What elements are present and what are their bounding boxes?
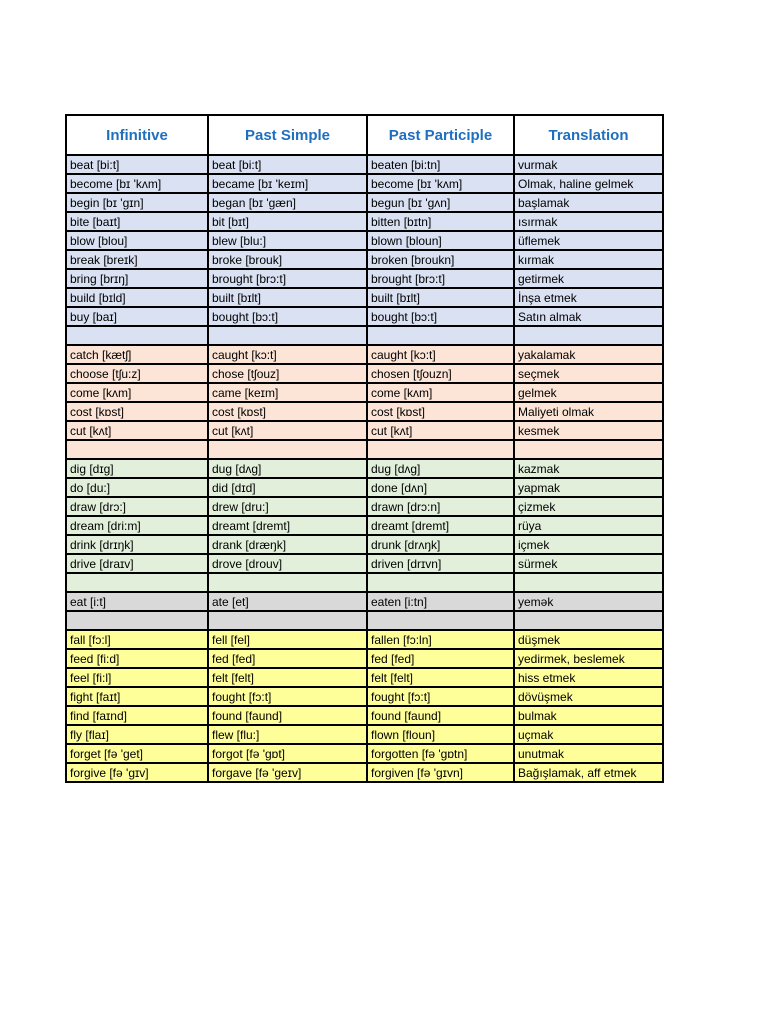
past-participle-cell	[367, 611, 514, 630]
past-participle-cell: fallen [fɔ:ln]	[367, 630, 514, 649]
translation-cell: yemək	[514, 592, 663, 611]
translation-cell: kırmak	[514, 250, 663, 269]
translation-cell: çizmek	[514, 497, 663, 516]
past-simple-cell: blew [blu:]	[208, 231, 367, 250]
infinitive-cell	[66, 440, 208, 459]
table-row	[66, 174, 663, 193]
translation-cell	[514, 440, 663, 459]
past-participle-cell: forgotten [fə 'gɒtn]	[367, 744, 514, 763]
infinitive-cell: cost [kɒst]	[66, 402, 208, 421]
translation-cell	[514, 326, 663, 345]
translation-cell: gelmek	[514, 383, 663, 402]
table-body	[66, 155, 663, 782]
translation-cell: sürmek	[514, 554, 663, 573]
translation-cell: üflemek	[514, 231, 663, 250]
past-simple-cell: bought [bɔ:t]	[208, 307, 367, 326]
past-participle-cell	[367, 573, 514, 592]
infinitive-cell: cut [kʌt]	[66, 421, 208, 440]
table-row	[66, 459, 663, 478]
past-participle-cell: done [dʌn]	[367, 478, 514, 497]
infinitive-cell: fall [fɔ:l]	[66, 630, 208, 649]
translation-cell: bulmak	[514, 706, 663, 725]
infinitive-cell: do [du:]	[66, 478, 208, 497]
past-simple-cell: forgave [fə 'geɪv]	[208, 763, 367, 782]
infinitive-cell: become [bɪ 'kʌm]	[66, 174, 208, 193]
translation-cell: vurmak	[514, 155, 663, 174]
infinitive-cell: feed [fi:d]	[66, 649, 208, 668]
table-row	[66, 345, 663, 364]
infinitive-cell: dream [dri:m]	[66, 516, 208, 535]
table-row	[66, 231, 663, 250]
infinitive-cell: come [kʌm]	[66, 383, 208, 402]
table-row	[66, 630, 663, 649]
past-participle-cell: found [faund]	[367, 706, 514, 725]
past-participle-cell: built [bɪlt]	[367, 288, 514, 307]
translation-cell: kesmek	[514, 421, 663, 440]
infinitive-cell: forgive [fə 'gɪv]	[66, 763, 208, 782]
header-past-simple: Past Simple	[208, 115, 367, 155]
table-row	[66, 193, 663, 212]
spacer-row	[66, 440, 663, 459]
spacer-row	[66, 573, 663, 592]
irregular-verbs-table	[65, 114, 664, 783]
past-simple-cell: became [bɪ 'keɪm]	[208, 174, 367, 193]
table-row	[66, 725, 663, 744]
translation-cell: unutmak	[514, 744, 663, 763]
table-header	[66, 115, 663, 155]
past-simple-cell: did [dɪd]	[208, 478, 367, 497]
translation-cell: rüya	[514, 516, 663, 535]
past-simple-cell: forgot [fə 'gɒt]	[208, 744, 367, 763]
past-participle-cell: drunk [drʌŋk]	[367, 535, 514, 554]
table-row	[66, 592, 663, 611]
translation-cell: yakalamak	[514, 345, 663, 364]
table-row	[66, 687, 663, 706]
translation-cell: hiss etmek	[514, 668, 663, 687]
infinitive-cell: eat [i:t]	[66, 592, 208, 611]
past-participle-cell: fed [fed]	[367, 649, 514, 668]
past-simple-cell: cost [kɒst]	[208, 402, 367, 421]
infinitive-cell: blow [blou]	[66, 231, 208, 250]
translation-cell	[514, 611, 663, 630]
table-row	[66, 250, 663, 269]
infinitive-cell	[66, 611, 208, 630]
translation-cell: Satın almak	[514, 307, 663, 326]
translation-cell: uçmak	[514, 725, 663, 744]
translation-cell: Olmak, haline gelmek	[514, 174, 663, 193]
past-simple-cell: beat [bi:t]	[208, 155, 367, 174]
past-participle-cell: chosen [tʃouzn]	[367, 364, 514, 383]
past-simple-cell: fought [fɔ:t]	[208, 687, 367, 706]
translation-cell: getirmek	[514, 269, 663, 288]
table-row	[66, 307, 663, 326]
infinitive-cell: build [bɪld]	[66, 288, 208, 307]
infinitive-cell: buy [baɪ]	[66, 307, 208, 326]
past-simple-cell: broke [brouk]	[208, 250, 367, 269]
spacer-row	[66, 326, 663, 345]
translation-cell: ısırmak	[514, 212, 663, 231]
translation-cell: seçmek	[514, 364, 663, 383]
past-participle-cell: driven [drɪvn]	[367, 554, 514, 573]
past-simple-cell	[208, 573, 367, 592]
past-simple-cell: began [bɪ 'gæn]	[208, 193, 367, 212]
translation-cell	[514, 573, 663, 592]
header-translation: Translation	[514, 115, 663, 155]
infinitive-cell: find [faɪnd]	[66, 706, 208, 725]
table-row	[66, 554, 663, 573]
past-participle-cell: cut [kʌt]	[367, 421, 514, 440]
spacer-row	[66, 611, 663, 630]
past-participle-cell: bitten [bɪtn]	[367, 212, 514, 231]
infinitive-cell: beat [bi:t]	[66, 155, 208, 174]
translation-cell: kazmak	[514, 459, 663, 478]
table-row	[66, 497, 663, 516]
infinitive-cell: drink [drɪŋk]	[66, 535, 208, 554]
table-row	[66, 744, 663, 763]
past-participle-cell: brought [brɔ:t]	[367, 269, 514, 288]
table-row	[66, 155, 663, 174]
past-participle-cell: dug [dʌg]	[367, 459, 514, 478]
infinitive-cell: forget [fə 'get]	[66, 744, 208, 763]
infinitive-cell: fight [faɪt]	[66, 687, 208, 706]
translation-cell: yapmak	[514, 478, 663, 497]
table-row	[66, 535, 663, 554]
past-participle-cell: beaten [bi:tn]	[367, 155, 514, 174]
past-simple-cell: drove [drouv]	[208, 554, 367, 573]
past-simple-cell: built [bɪlt]	[208, 288, 367, 307]
table-row	[66, 478, 663, 497]
table-row	[66, 668, 663, 687]
past-simple-cell	[208, 611, 367, 630]
infinitive-cell: draw [drɔ:]	[66, 497, 208, 516]
infinitive-cell: fly [flaɪ]	[66, 725, 208, 744]
past-simple-cell: drew [dru:]	[208, 497, 367, 516]
past-participle-cell	[367, 440, 514, 459]
past-participle-cell: eaten [i:tn]	[367, 592, 514, 611]
infinitive-cell	[66, 326, 208, 345]
translation-cell: dövüşmek	[514, 687, 663, 706]
past-participle-cell: cost [kɒst]	[367, 402, 514, 421]
past-simple-cell	[208, 326, 367, 345]
infinitive-cell: dig [dɪg]	[66, 459, 208, 478]
translation-cell: içmek	[514, 535, 663, 554]
translation-cell: düşmek	[514, 630, 663, 649]
infinitive-cell: feel [fi:l]	[66, 668, 208, 687]
translation-cell: İnşa etmek	[514, 288, 663, 307]
past-participle-cell: fought [fɔ:t]	[367, 687, 514, 706]
past-participle-cell: bought [bɔ:t]	[367, 307, 514, 326]
past-simple-cell: dug [dʌg]	[208, 459, 367, 478]
header-past-participle: Past Participle	[367, 115, 514, 155]
infinitive-cell: choose [tʃu:z]	[66, 364, 208, 383]
header-row	[66, 115, 663, 155]
past-participle-cell: come [kʌm]	[367, 383, 514, 402]
translation-cell: Maliyeti olmak	[514, 402, 663, 421]
table-row	[66, 402, 663, 421]
infinitive-cell: break [breɪk]	[66, 250, 208, 269]
past-simple-cell: brought [brɔ:t]	[208, 269, 367, 288]
past-participle-cell: flown [floun]	[367, 725, 514, 744]
past-participle-cell: felt [felt]	[367, 668, 514, 687]
past-participle-cell: begun [bɪ 'gʌn]	[367, 193, 514, 212]
infinitive-cell: drive [draɪv]	[66, 554, 208, 573]
past-simple-cell: dreamt [dremt]	[208, 516, 367, 535]
past-simple-cell: drank [dræŋk]	[208, 535, 367, 554]
past-participle-cell: drawn [drɔ:n]	[367, 497, 514, 516]
translation-cell: yedirmek, beslemek	[514, 649, 663, 668]
past-simple-cell	[208, 440, 367, 459]
table-row	[66, 269, 663, 288]
past-simple-cell: came [keɪm]	[208, 383, 367, 402]
past-participle-cell: blown [bloun]	[367, 231, 514, 250]
translation-cell: başlamak	[514, 193, 663, 212]
past-simple-cell: cut [kʌt]	[208, 421, 367, 440]
past-simple-cell: felt [felt]	[208, 668, 367, 687]
table-row	[66, 763, 663, 782]
past-simple-cell: ate [et]	[208, 592, 367, 611]
header-infinitive: Infinitive	[66, 115, 208, 155]
past-simple-cell: flew [flu:]	[208, 725, 367, 744]
past-simple-cell: found [faund]	[208, 706, 367, 725]
past-participle-cell: become [bɪ 'kʌm]	[367, 174, 514, 193]
table-row	[66, 364, 663, 383]
past-simple-cell: fed [fed]	[208, 649, 367, 668]
table-row	[66, 383, 663, 402]
table-row	[66, 516, 663, 535]
table-row	[66, 212, 663, 231]
past-simple-cell: fell [fel]	[208, 630, 367, 649]
table-row	[66, 649, 663, 668]
translation-cell: Bağışlamak, aff etmek	[514, 763, 663, 782]
infinitive-cell: begin [bɪ 'gɪn]	[66, 193, 208, 212]
past-participle-cell: caught [kɔ:t]	[367, 345, 514, 364]
past-participle-cell: broken [broukn]	[367, 250, 514, 269]
past-simple-cell: bit [bɪt]	[208, 212, 367, 231]
infinitive-cell: bite [baɪt]	[66, 212, 208, 231]
infinitive-cell: bring [brɪŋ]	[66, 269, 208, 288]
past-simple-cell: caught [kɔ:t]	[208, 345, 367, 364]
table-row	[66, 706, 663, 725]
table-row	[66, 288, 663, 307]
table-row	[66, 421, 663, 440]
infinitive-cell	[66, 573, 208, 592]
infinitive-cell: catch [kætʃ]	[66, 345, 208, 364]
past-participle-cell	[367, 326, 514, 345]
past-participle-cell: dreamt [dremt]	[367, 516, 514, 535]
past-simple-cell: chose [tʃouz]	[208, 364, 367, 383]
past-participle-cell: forgiven [fə 'gɪvn]	[367, 763, 514, 782]
